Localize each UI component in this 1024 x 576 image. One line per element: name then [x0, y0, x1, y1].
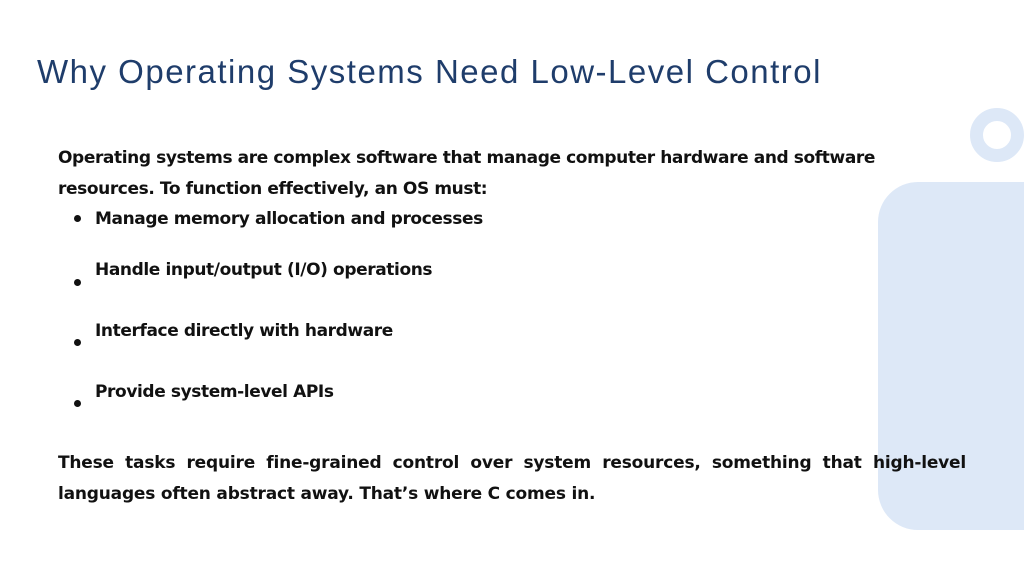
slide-title: Why Operating Systems Need Low-Level Control	[37, 53, 822, 90]
conclusion-paragraph: These tasks require fine-grained control over system resources, something that high-level languages often abstract away. That’s where C comes in.	[58, 453, 966, 504]
decorative-ring	[970, 108, 1024, 162]
bullet-text: Handle input/output (I/O) operations	[95, 260, 433, 280]
bullet-dot	[74, 279, 81, 286]
bullet-dot	[74, 215, 81, 222]
bullet-text: Provide system-level APIs	[95, 382, 334, 402]
bullet-text: Interface directly with hardware	[95, 321, 393, 341]
bullet-dot	[74, 400, 81, 407]
bullet-text: Manage memory allocation and processes	[95, 209, 483, 229]
intro-paragraph: Operating systems are complex software that manage computer hardware and software resources. To function effectively, an OS must:	[58, 148, 876, 199]
bullet-dot	[74, 339, 81, 346]
